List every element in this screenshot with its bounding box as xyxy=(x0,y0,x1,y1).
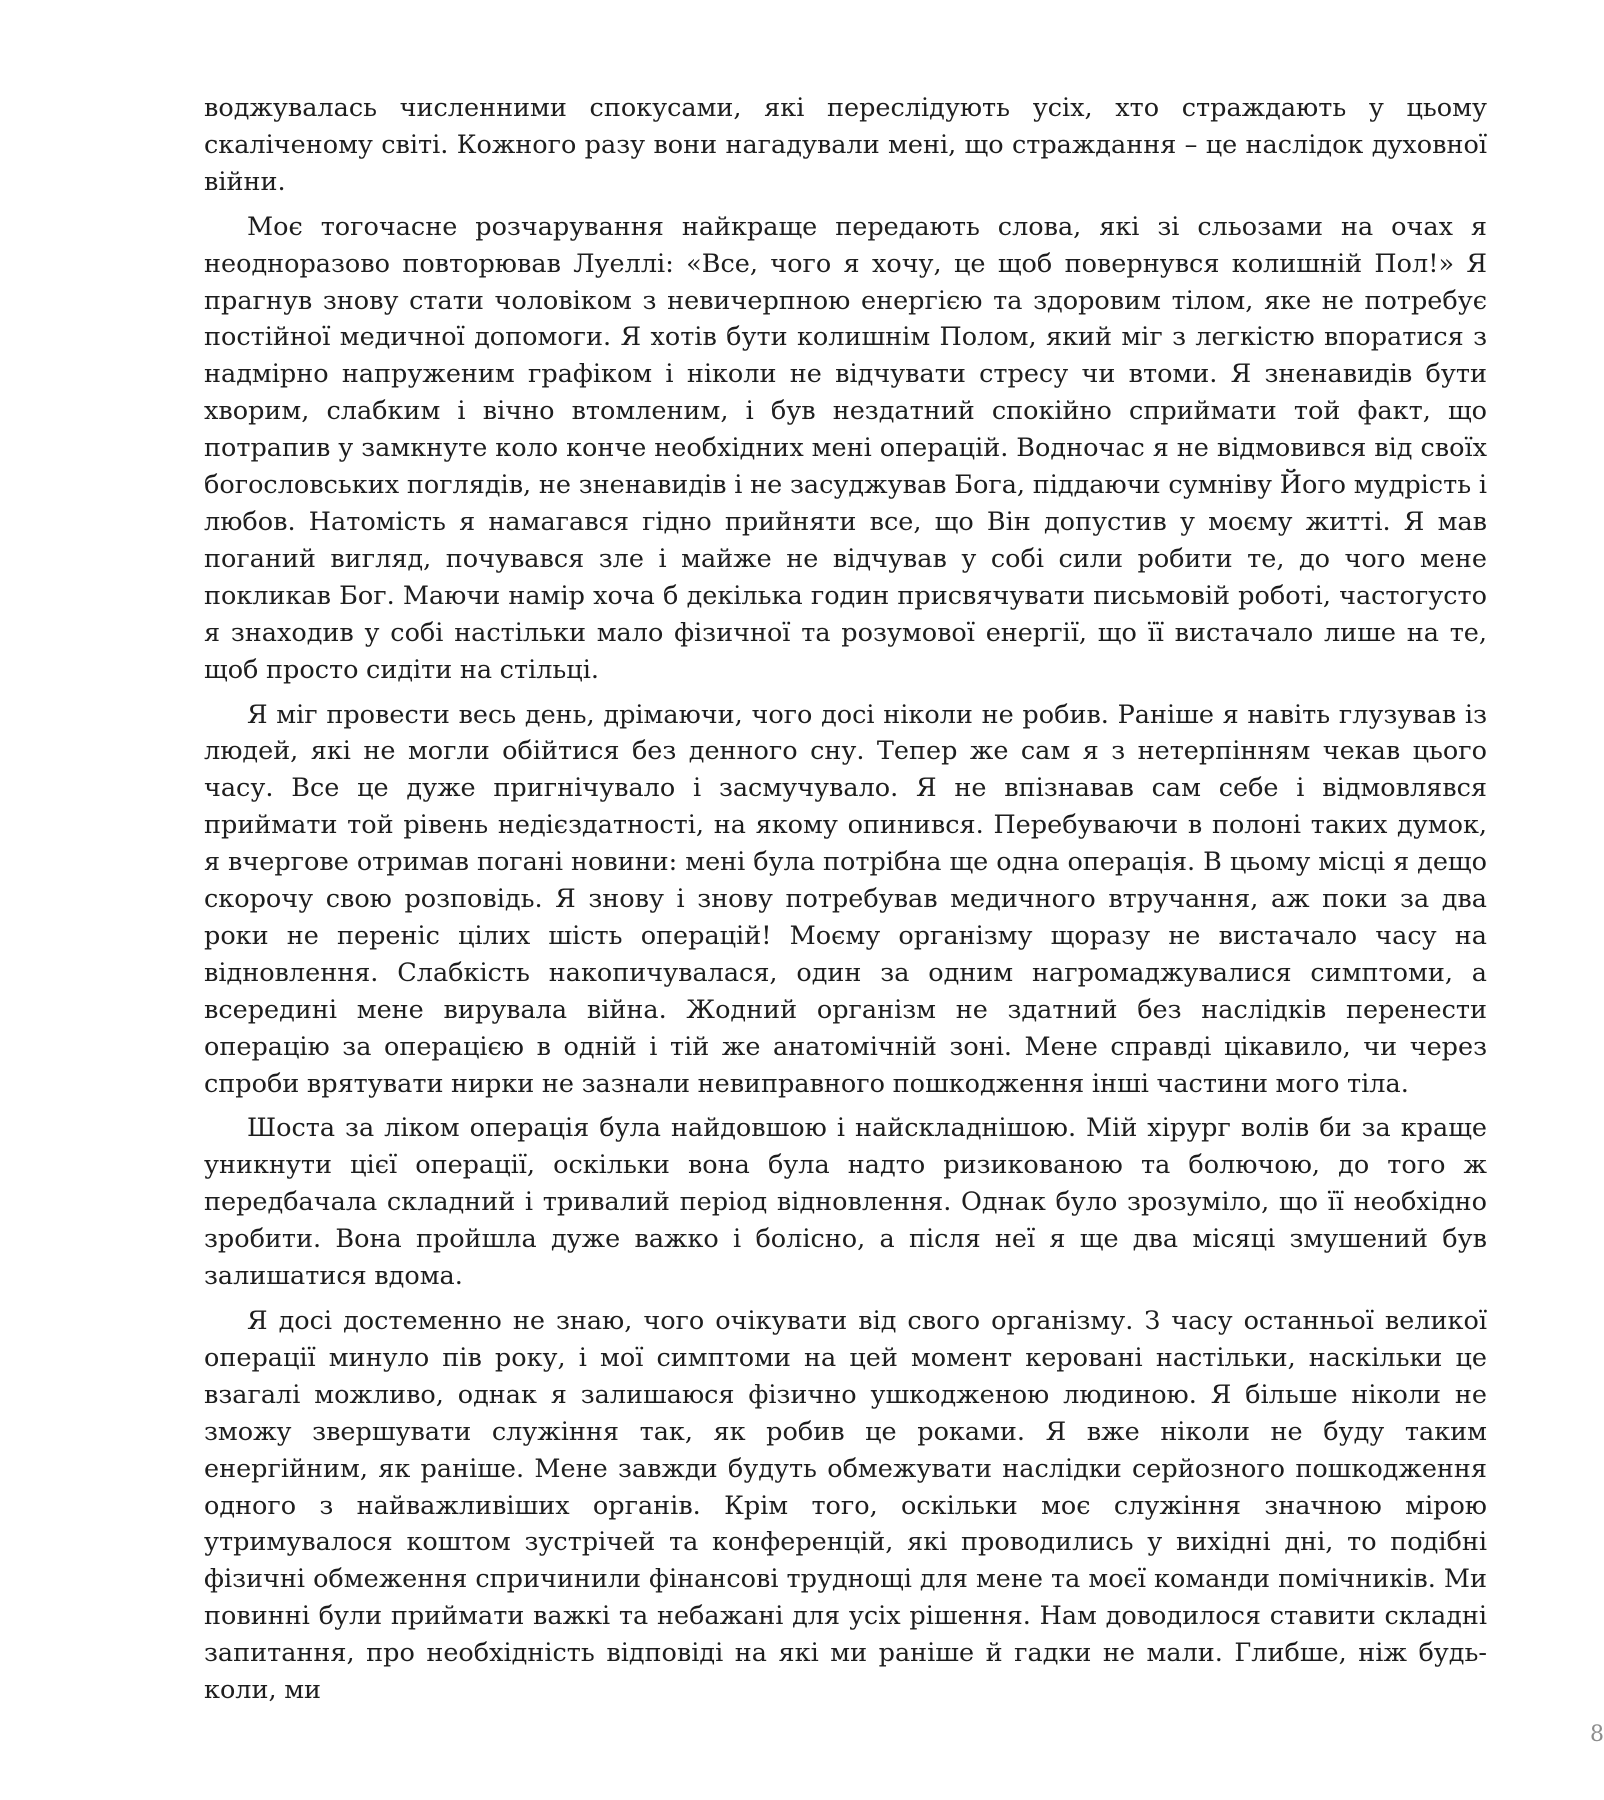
text-column xyxy=(204,90,1487,1717)
page-number: 8 xyxy=(1590,1722,1604,1747)
paragraph: Шоста за ліком операція була найдовшою і найскладнішою. Мій хірург волів би за краще уникнути цієї операції, оскільки вона була надто ризикованою та болючою, до того ж передбачала складний і тривалий період відновлення. Однак було зрозуміло, що її необхідно зробити. Вона пройшла дуже важко і болісно, а після неї я ще два місяці змушений був залишатися вдома. xyxy=(204,1113,1487,1292)
paragraph-continued: воджувалась численними спокусами, які переслідують усіх, хто страждають у цьому скаліченому світі. Кожного разу вони нагадували мені, що страждання – це наслідок духовної війни. xyxy=(204,93,1487,197)
paragraph: Я міг провести весь день, дрімаючи, чого досі ніколи не робив. Раніше я навіть глузував із людей, які не могли обійтися без денного сну. Тепер же сам я з нетерпінням чекав цього часу. Все це дуже пригнічувало і засмучувало. Я не впізнавав сам себе і відмовлявся приймати той рівень недієздатності, на якому опинився. Перебуваючи в полоні таких думок, я вчергове отримав погані новини: мені була потрібна ще одна операція. В цьому місці я дещо скорочу свою розповідь. Я знову і знову потребував медичного втручання, аж поки за два роки не переніс цілих шість операцій! Моєму організму щоразу не вистачало часу на відновлення. Слабкість накопичувалася, один за одним нагромаджувалися симптоми, а всередині мене вирувала війна. Жодний організм не здатний без наслідків перенести операцію за операцією в одній і тій же анатомічній зоні. Мене справді цікавило, чи через спроби врятувати нирки не зазнали невиправного пошкодження інші частини мого тіла. xyxy=(204,699,1487,1099)
paragraph: Я досі достеменно не знаю, чого очікувати від свого організму. З часу останньої великої операції минуло пів року, і мої симптоми на цей момент керовані настільки, наскільки це взагалі можливо, однак я залишаюся фізично ушкодженою людиною. Я більше ніколи не зможу звершувати служіння так, як робив це роками. Я вже ніколи не буду таким енергійним, як раніше. Мене завжди будуть обмежувати наслідки серйозного пошкодження одного з найважливіших органів. Крім того, оскільки моє служіння значною мірою утримувалося коштом зустрічей та конференцій, які проводились у вихідні дні, то подібні фізичні обмеження спричинили фінансові труднощі для мене та моєї команди помічників. Ми повинні були приймати важкі та небажані для усіх рішення. Нам доводилося ставити складні запитання, про необхідність відповіді на які ми раніше й гадки не мали. Глибше, ніж будь-коли, ми xyxy=(204,1306,1487,1706)
paragraph: Моє тогочасне розчарування найкраще передають слова, які зі сльозами на очах я неодноразово повторював Луеллі: «Все, чого я хочу, це щоб повернувся колишній Пол!» Я прагнув знову стати чоловіком з невичерпною енергією та здоровим тілом, яке не потребує постійної медичної допомоги. Я хотів бути колишнім Полом, який міг з легкістю впоратися з надмірно напруженим графіком і ніколи не відчувати стресу чи втоми. Я зненавидів бути хворим, слабким і вічно втомленим, і був нездатний спокійно сприймати той факт, що потрапив у замкнуте коло конче необхідних мені операцій. Водночас я не відмовився від своїх богословських поглядів, не зненавидів і не засуджував Бога, піддаючи сумніву Його мудрість і любов. Натомість я намагався гідно прийняти все, що Він допустив у моєму житті. Я мав поганий вигляд, почувався зле і майже не відчував у собі сили робити те, до чого мене покликав Бог. Маючи намір хоча б декілька годин присвячувати письмовій роботі, частогусто я знаходив у собі настільки мало фізичної та розумової енергії, що її вистачало лише на те, щоб просто сидіти на стільці. xyxy=(204,211,1487,685)
